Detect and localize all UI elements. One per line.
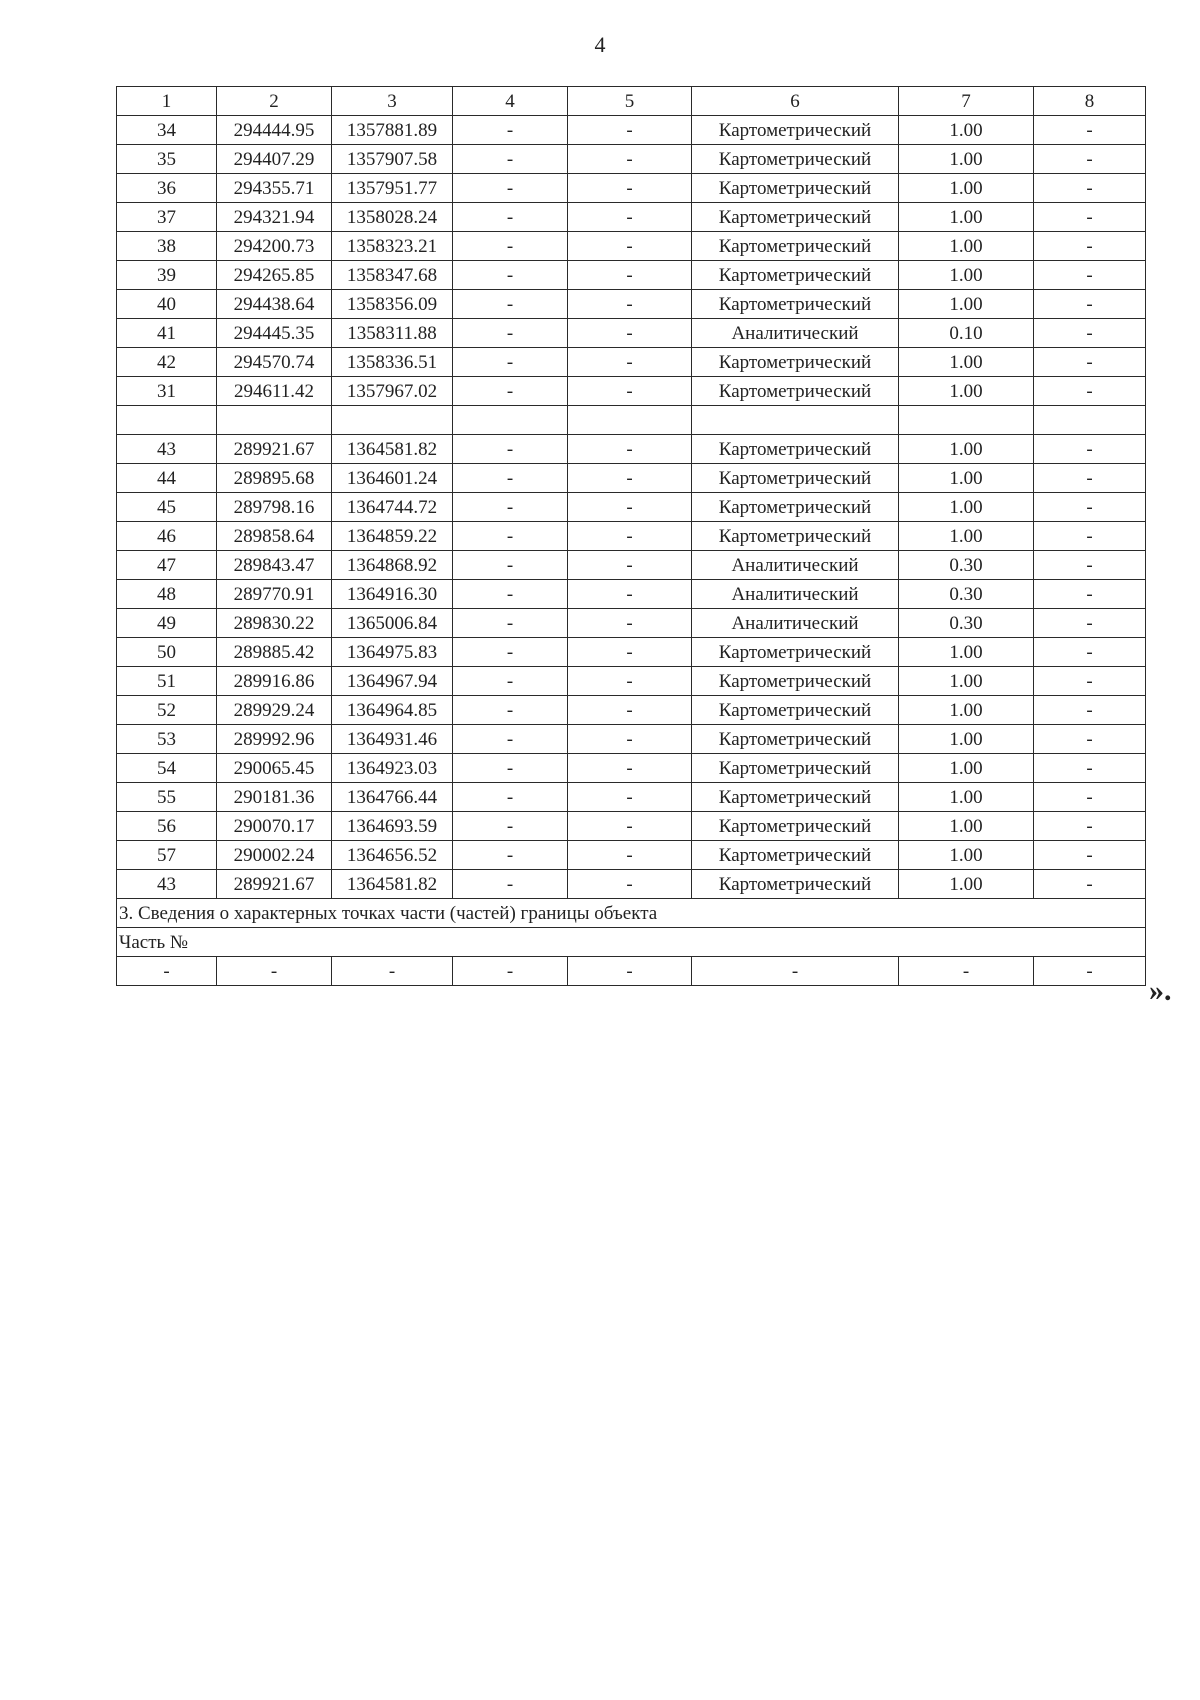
table-cell: 0.30 [899,609,1034,638]
table-cell: - [453,522,568,551]
table-cell: - [453,638,568,667]
table-cell: 35 [117,145,217,174]
table-cell: - [1034,493,1146,522]
table-cell: 40 [117,290,217,319]
table-cell: 294407.29 [217,145,332,174]
table-cell: 1364693.59 [332,812,453,841]
table-cell: 294355.71 [217,174,332,203]
table-row [117,696,1146,725]
table-cell: 290065.45 [217,754,332,783]
table-cell [692,406,899,435]
table-cell: 44 [117,464,217,493]
table-cell: 290181.36 [217,783,332,812]
table-cell: - [453,493,568,522]
table-row [117,493,1146,522]
table-cell: 37 [117,203,217,232]
table-cell: Картометрический [692,377,899,406]
table-cell: 56 [117,812,217,841]
table-cell: 294611.42 [217,377,332,406]
table-cell: - [1034,580,1146,609]
table-cell: - [453,377,568,406]
header-cell: 6 [692,87,899,116]
table-cell: 290002.24 [217,841,332,870]
table-cell: - [568,812,692,841]
table-row [117,232,1146,261]
table-cell: 43 [117,870,217,899]
header-cell: 3 [332,87,453,116]
table-cell: 294200.73 [217,232,332,261]
table-cell: 50 [117,638,217,667]
table-cell: Картометрический [692,696,899,725]
table-cell: Картометрический [692,783,899,812]
page-number: 4 [594,32,606,57]
table-cell: 1364923.03 [332,754,453,783]
table-cell: - [1034,290,1146,319]
table-cell: - [568,696,692,725]
dash-cell: - [453,957,568,986]
section-title-row [117,899,1146,928]
table-row [117,841,1146,870]
table-cell: 1364581.82 [332,435,453,464]
table-cell: 1.00 [899,841,1034,870]
table-cell: 1358323.21 [332,232,453,261]
table-cell: 55 [117,783,217,812]
table-cell: 0.30 [899,551,1034,580]
table-cell: 294445.35 [217,319,332,348]
table-cell: 1365006.84 [332,609,453,638]
table-cell: 1357907.58 [332,145,453,174]
table-row [117,667,1146,696]
table-cell: - [453,609,568,638]
table-cell: 1.00 [899,261,1034,290]
table-cell: - [453,261,568,290]
table-cell: - [568,232,692,261]
table-row [117,174,1146,203]
table-row [117,812,1146,841]
table-cell: 289770.91 [217,580,332,609]
coordinates-table [116,86,1146,986]
table-cell: - [453,232,568,261]
table-cell: Картометрический [692,841,899,870]
table-cell: 1.00 [899,696,1034,725]
table-cell: - [568,319,692,348]
table-cell: 1.00 [899,812,1034,841]
table-cell: 1357881.89 [332,116,453,145]
table-cell: 294570.74 [217,348,332,377]
table-cell: - [1034,870,1146,899]
table-cell: Аналитический [692,551,899,580]
table-cell: 294438.64 [217,290,332,319]
table-cell: - [1034,638,1146,667]
closing-quote-mark: ». [1149,974,1172,1007]
table-cell: Картометрический [692,667,899,696]
table-cell: - [568,522,692,551]
table-cell: 45 [117,493,217,522]
table-cell: 1.00 [899,754,1034,783]
table-row [117,609,1146,638]
table-cell: 1358028.24 [332,203,453,232]
table-cell [117,406,217,435]
table-cell: 1358336.51 [332,348,453,377]
table-row [117,406,1146,435]
table-row [117,203,1146,232]
table-cell: 289858.64 [217,522,332,551]
table-cell: 289921.67 [217,435,332,464]
header-cell: 8 [1034,87,1146,116]
table-cell: - [1034,609,1146,638]
table-cell: - [453,580,568,609]
table-cell: 1364581.82 [332,870,453,899]
table-row [117,580,1146,609]
table-cell: - [1034,348,1146,377]
table-cell: - [453,667,568,696]
table-row [117,522,1146,551]
table-cell: - [453,116,568,145]
part-number-label: Часть № [117,928,1146,957]
table-cell: 289843.47 [217,551,332,580]
table-cell: 1.00 [899,638,1034,667]
table-cell: - [453,174,568,203]
table-cell: 47 [117,551,217,580]
table-cell: - [1034,261,1146,290]
table-row [117,319,1146,348]
table-row [117,725,1146,754]
table-cell: - [453,464,568,493]
table-cell: Картометрический [692,638,899,667]
table-cell: 1357951.77 [332,174,453,203]
table-body [117,87,1146,986]
table-cell [453,406,568,435]
table-cell: Аналитический [692,580,899,609]
header-cell: 1 [117,87,217,116]
table-row [117,290,1146,319]
table-cell: - [1034,783,1146,812]
table-cell: Аналитический [692,609,899,638]
table-cell: Аналитический [692,319,899,348]
table-cell: - [1034,319,1146,348]
table-cell: - [568,203,692,232]
table-row [117,870,1146,899]
table-cell: Картометрический [692,754,899,783]
table-cell: - [453,754,568,783]
table-cell: - [568,174,692,203]
table-cell: 1364868.92 [332,551,453,580]
table-cell: 1.00 [899,174,1034,203]
table-cell: 39 [117,261,217,290]
table-row [117,145,1146,174]
table-cell: - [1034,696,1146,725]
table-cell: Картометрический [692,725,899,754]
table-row [117,638,1146,667]
table-cell: 1364916.30 [332,580,453,609]
table-cell: 43 [117,435,217,464]
table-cell: 1.00 [899,522,1034,551]
dash-cell: - [692,957,899,986]
table-cell: - [1034,116,1146,145]
table-cell: 1358311.88 [332,319,453,348]
table-cell: 1364766.44 [332,783,453,812]
table-cell: 1.00 [899,232,1034,261]
table-cell: 49 [117,609,217,638]
table-row [117,435,1146,464]
header-cell: 2 [217,87,332,116]
table-cell: - [453,841,568,870]
table-cell: 294444.95 [217,116,332,145]
table-cell: 31 [117,377,217,406]
table-cell: 1.00 [899,145,1034,174]
table-cell: 1.00 [899,783,1034,812]
table-cell: - [453,783,568,812]
table-cell [332,406,453,435]
table-cell: Картометрический [692,290,899,319]
table-cell: 1.00 [899,493,1034,522]
table-cell: 1364744.72 [332,493,453,522]
table-cell: - [1034,203,1146,232]
table-cell: - [453,696,568,725]
table-cell: 290070.17 [217,812,332,841]
table-cell: 289916.86 [217,667,332,696]
table-cell: - [453,348,568,377]
table-cell: - [453,319,568,348]
dash-cell: - [332,957,453,986]
table-cell: - [568,754,692,783]
table-cell: 289895.68 [217,464,332,493]
table-cell: 1.00 [899,870,1034,899]
table-cell [1034,406,1146,435]
part-number-row [117,928,1146,957]
table-cell: 1.00 [899,116,1034,145]
table-cell: - [568,377,692,406]
table-cell: - [568,870,692,899]
table-cell: 0.10 [899,319,1034,348]
table-cell: - [1034,145,1146,174]
table-cell: - [568,290,692,319]
table-cell: Картометрический [692,522,899,551]
table-cell: - [1034,667,1146,696]
header-cell: 5 [568,87,692,116]
table-cell: Картометрический [692,203,899,232]
dash-cell: - [568,957,692,986]
table-cell: 46 [117,522,217,551]
table-cell: 1.00 [899,348,1034,377]
table-row [117,754,1146,783]
table-cell: Картометрический [692,348,899,377]
table-cell: Картометрический [692,116,899,145]
table-cell: - [1034,841,1146,870]
table-cell: 1364931.46 [332,725,453,754]
table-cell: - [568,464,692,493]
table-row [117,783,1146,812]
table-cell: 1364656.52 [332,841,453,870]
table-cell: Картометрический [692,261,899,290]
table-cell: 48 [117,580,217,609]
table-row [117,116,1146,145]
table-cell: 1.00 [899,435,1034,464]
table-row [117,348,1146,377]
table-cell: 1.00 [899,464,1034,493]
table-cell: 1.00 [899,377,1034,406]
table-cell: 54 [117,754,217,783]
table-cell: 1358347.68 [332,261,453,290]
table-cell: - [453,870,568,899]
table-cell: 294265.85 [217,261,332,290]
dash-cell: - [217,957,332,986]
table-cell: - [1034,754,1146,783]
table-cell: 36 [117,174,217,203]
table-cell: Картометрический [692,812,899,841]
section-title: 3. Сведения о характерных точках части (частей) границы объекта [117,899,1146,928]
table-cell: - [568,493,692,522]
table-cell: Картометрический [692,870,899,899]
table-cell: Картометрический [692,493,899,522]
table-cell: 289885.42 [217,638,332,667]
table-cell: - [568,348,692,377]
table-cell: 42 [117,348,217,377]
table-cell: - [568,667,692,696]
table-cell: 289992.96 [217,725,332,754]
table-cell: - [1034,377,1146,406]
dash-cell: - [117,957,217,986]
table-cell: - [453,145,568,174]
table-cell: - [1034,232,1146,261]
table-cell: - [568,725,692,754]
table-cell: - [568,116,692,145]
table-cell: 53 [117,725,217,754]
table-cell: - [1034,812,1146,841]
table-cell: 1364967.94 [332,667,453,696]
table-cell: - [453,203,568,232]
table-cell: 289929.24 [217,696,332,725]
dash-cell: - [899,957,1034,986]
table-cell: 1364601.24 [332,464,453,493]
table-cell: 1357967.02 [332,377,453,406]
table-cell: - [1034,174,1146,203]
table-cell: 1.00 [899,667,1034,696]
table-cell: - [1034,725,1146,754]
table-row [117,261,1146,290]
table-cell: - [453,551,568,580]
table-cell: 52 [117,696,217,725]
table-cell: - [568,609,692,638]
table-cell: - [568,145,692,174]
table-cell: - [453,290,568,319]
table-cell: 57 [117,841,217,870]
table-cell: Картометрический [692,464,899,493]
header-cell: 7 [899,87,1034,116]
table-cell: 0.30 [899,580,1034,609]
table-cell [568,406,692,435]
table-cell: 1.00 [899,290,1034,319]
header-row [117,87,1146,116]
dash-cell: - [1034,957,1146,986]
table-cell: - [568,783,692,812]
table-cell: 51 [117,667,217,696]
table-cell: 294321.94 [217,203,332,232]
table-cell: 1364964.85 [332,696,453,725]
table-cell: Картометрический [692,232,899,261]
table-cell: Картометрический [692,435,899,464]
table-row [117,377,1146,406]
table-cell: 1364859.22 [332,522,453,551]
table-cell: 1358356.09 [332,290,453,319]
table-cell: - [1034,522,1146,551]
table-cell: Картометрический [692,145,899,174]
table-cell: 289798.16 [217,493,332,522]
table-cell: - [1034,551,1146,580]
table-cell: 34 [117,116,217,145]
table-cell: 1.00 [899,203,1034,232]
table-cell: 289830.22 [217,609,332,638]
table-cell: 38 [117,232,217,261]
table-cell: - [1034,435,1146,464]
table-cell: 1364975.83 [332,638,453,667]
table-cell [217,406,332,435]
table-cell: Картометрический [692,174,899,203]
table-cell: - [568,580,692,609]
table-cell: - [453,725,568,754]
table-cell: - [453,435,568,464]
table-cell: - [568,435,692,464]
table-cell: 1.00 [899,725,1034,754]
table-cell: 41 [117,319,217,348]
table-cell: - [568,261,692,290]
table-row [117,551,1146,580]
table-cell: - [568,841,692,870]
table-cell [899,406,1034,435]
table-cell: - [568,638,692,667]
dash-row [117,957,1146,986]
table-row [117,464,1146,493]
table-cell: 289921.67 [217,870,332,899]
table-cell: - [568,551,692,580]
header-cell: 4 [453,87,568,116]
table-cell: - [1034,464,1146,493]
table-cell: - [453,812,568,841]
